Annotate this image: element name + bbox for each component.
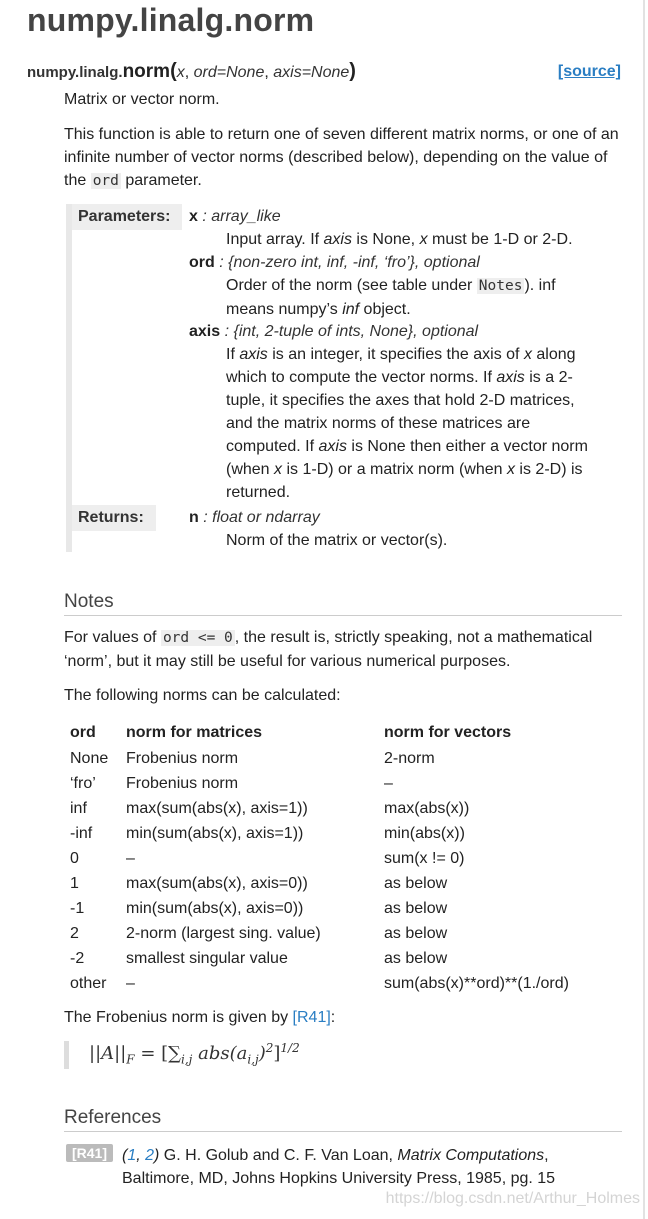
citation-paren: )	[154, 1147, 160, 1164]
citation-text	[122, 1144, 592, 1190]
table-cell: as below	[384, 899, 448, 917]
table-header-row	[64, 720, 578, 746]
formula-part: abs(a	[192, 1043, 248, 1064]
table-row	[64, 971, 578, 996]
table-cell: None	[70, 749, 109, 767]
table-cell: min(abs(x))	[384, 824, 465, 842]
formula-part: )	[258, 1043, 266, 1064]
table-cell: inf	[70, 799, 87, 817]
desc-italic: x	[419, 231, 428, 248]
table-row	[64, 846, 578, 871]
desc-text: is None then either a vector norm (when	[226, 438, 588, 478]
signature-param-ord-default: =None	[216, 64, 265, 81]
summary-text: Matrix or vector norm.	[64, 91, 220, 108]
table-row	[64, 946, 578, 971]
table-row	[64, 771, 578, 796]
table-row	[64, 896, 578, 921]
table-cell: other	[70, 974, 107, 992]
frobenius-paragraph	[64, 1006, 626, 1029]
table-cell: 2	[70, 924, 79, 942]
table-cell: 2-norm (largest sing. value)	[126, 924, 321, 942]
formula-part: ||A||	[89, 1043, 127, 1064]
returns-description: Norm of the matrix or vector(s).	[226, 532, 448, 549]
page-title: numpy.linalg.norm	[27, 2, 315, 38]
desc-italic: x	[274, 461, 283, 478]
field-list-bar	[66, 204, 72, 552]
right-border-line	[643, 0, 645, 1219]
citation-authors: G. H. Golub and C. F. Van Loan,	[159, 1147, 398, 1164]
table-cell: ‘fro’	[70, 774, 96, 792]
table-cell: –	[384, 774, 393, 792]
table-cell: as below	[384, 949, 448, 967]
signature-open-paren: (	[170, 60, 177, 82]
returns-label: Returns:	[72, 505, 156, 531]
desc-text: is 2-D) is returned.	[226, 461, 583, 501]
norms-table	[64, 720, 578, 996]
table-cell: –	[126, 974, 135, 992]
desc-text: is an integer, it specifies the axis of	[267, 346, 524, 363]
citation-comma: ,	[136, 1147, 146, 1164]
formula-sub: i,j	[247, 1052, 259, 1067]
backref-link-2[interactable]: 2	[145, 1147, 155, 1164]
desc-code-notes: Notes	[478, 278, 523, 294]
citation-publisher: , Baltimore, MD, Johns Hopkins University Press, 1985, pg. 15	[122, 1147, 556, 1187]
formula-sup: 1/2	[280, 1041, 300, 1055]
formula-sub: F	[126, 1052, 135, 1067]
table-cell: max(abs(x))	[384, 799, 470, 817]
desc-text: object.	[359, 301, 411, 318]
signature-param-axis-default: =None	[301, 64, 350, 81]
source-link[interactable]: [source]	[557, 63, 621, 80]
formula-sup: 2	[265, 1041, 274, 1055]
desc-italic: axis	[239, 346, 268, 363]
citation-label-r41: [R41]	[66, 1144, 113, 1162]
citation-link-r41[interactable]: [R41]	[292, 1009, 331, 1026]
returns-name: n	[189, 509, 199, 526]
intro-paragraph	[64, 123, 626, 193]
frobenius-formula	[64, 1041, 300, 1069]
function-signature	[27, 60, 356, 83]
table-row	[64, 796, 578, 821]
notes-text: , the result is, strictly speaking, not a mathematical ‘norm’, but it may still be useful for various numerical purposes.	[64, 629, 593, 670]
returns-type: : float or ndarray	[198, 509, 320, 526]
param-axis-name: axis	[189, 323, 221, 340]
signature-sep: ,	[264, 64, 274, 81]
table-cell: 0	[70, 849, 79, 867]
table-cell: 2-norm	[384, 749, 435, 767]
table-cell: min(sum(abs(x), axis=0))	[126, 899, 304, 917]
table-row	[64, 821, 578, 846]
table-cell: max(sum(abs(x), axis=1))	[126, 799, 308, 817]
table-cell: -inf	[70, 824, 93, 842]
param-ord-type: : {non-zero int, inf, -inf, ‘fro’}, optional	[214, 254, 480, 271]
notes-code: ord <= 0	[162, 630, 233, 646]
table-cell: as below	[384, 924, 448, 942]
returns-header	[189, 506, 320, 529]
frobenius-text: :	[330, 1009, 336, 1026]
table-cell: sum(x != 0)	[384, 849, 465, 867]
param-axis-header	[189, 320, 478, 343]
table-row	[64, 746, 578, 771]
notes-paragraph-2: The following norms can be calculated:	[64, 687, 341, 704]
desc-italic: inf	[342, 301, 360, 318]
table-cell: -2	[70, 949, 85, 967]
table-cell: 1	[70, 874, 79, 892]
table-header-cell: norm for vectors	[384, 724, 512, 741]
watermark-text: https://blog.csdn.net/Arthur_Holmes	[385, 1190, 640, 1207]
signature-close-paren: )	[349, 60, 356, 82]
signature-module: numpy.linalg.	[27, 64, 123, 81]
desc-italic: axis	[323, 231, 352, 248]
desc-text: along which to compute the vector norms. If	[226, 346, 576, 386]
param-axis-description	[226, 343, 598, 504]
desc-text: is None,	[351, 231, 420, 248]
param-ord-description	[226, 274, 576, 321]
table-header-cell: norm for matrices	[126, 724, 263, 741]
desc-italic: axis	[496, 369, 525, 386]
table-cell: min(sum(abs(x), axis=1))	[126, 824, 304, 842]
signature-param-x: x	[176, 64, 185, 81]
table-cell: sum(abs(x)**ord)**(1./ord)	[384, 974, 569, 992]
desc-text: ). inf means numpy’s	[226, 277, 556, 318]
desc-italic: x	[506, 461, 515, 478]
desc-text: If	[226, 346, 240, 363]
citation-paren: (	[122, 1147, 128, 1164]
backref-link-1[interactable]: 1	[127, 1147, 137, 1164]
notes-text: For values of	[64, 629, 161, 646]
param-ord-name: ord	[189, 254, 215, 271]
table-cell: –	[126, 849, 135, 867]
desc-text: Order of the norm (see table under	[226, 277, 477, 294]
table-header-cell: ord	[70, 724, 96, 741]
table-row	[64, 921, 578, 946]
table-cell: smallest singular value	[126, 949, 288, 967]
table-cell: max(sum(abs(x), axis=0))	[126, 874, 308, 892]
table-cell: as below	[384, 874, 448, 892]
param-x-name: x	[189, 208, 198, 225]
desc-italic: x	[523, 346, 532, 363]
desc-text: Input array. If	[226, 231, 324, 248]
table-cell: Frobenius norm	[126, 774, 239, 792]
table-row	[64, 871, 578, 896]
signature-function-name: norm	[122, 61, 171, 82]
param-axis-type: : {int, 2-tuple of ints, None}, optional	[220, 323, 479, 340]
desc-text: is 1-D) or a matrix norm (when	[282, 461, 507, 478]
parameters-label: Parameters:	[72, 204, 182, 230]
formula-part: = [∑	[134, 1043, 181, 1064]
references-heading: References	[64, 1107, 622, 1132]
param-ord-header	[189, 251, 480, 274]
table-cell: -1	[70, 899, 85, 917]
intro-code-ord: ord	[92, 173, 119, 189]
signature-param-axis: axis	[273, 64, 302, 81]
notes-paragraph-1	[64, 626, 626, 673]
intro-text-before: This function is able to return one of seven different matrix norms, or one of an infinite number of vector norms (described below), depending on the value of the	[64, 126, 619, 189]
desc-text: must be 1-D or 2-D.	[427, 231, 573, 248]
formula-part: ]	[273, 1043, 281, 1064]
signature-param-ord: ord	[193, 64, 217, 81]
frobenius-text: The Frobenius norm is given by	[64, 1009, 293, 1026]
intro-text-after: parameter.	[120, 172, 202, 189]
desc-italic: axis	[318, 438, 347, 455]
citation-book-title: Matrix Computations	[397, 1147, 545, 1164]
param-x-type: : array_like	[197, 208, 281, 225]
param-x-description	[226, 228, 606, 251]
table-cell: Frobenius norm	[126, 749, 239, 767]
param-x-header	[189, 205, 281, 228]
formula-sub: i,j	[181, 1052, 193, 1067]
desc-text: is a 2-tuple, it specifies the axes that hold 2-D matrices, and the matrix norms of these matrices are computed. If	[226, 369, 575, 455]
signature-sep: ,	[184, 64, 194, 81]
notes-heading: Notes	[64, 591, 622, 616]
